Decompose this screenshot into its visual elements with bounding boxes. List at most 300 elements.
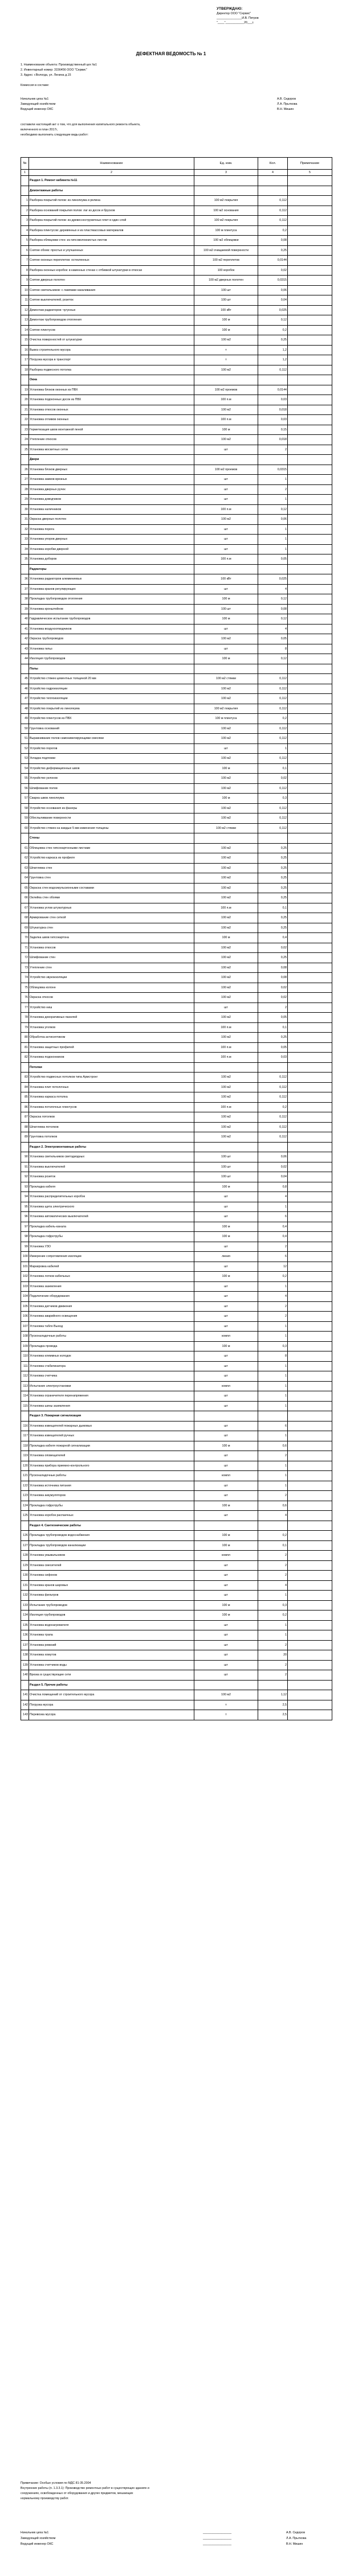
row-name: Облицовка стен гипсокартонными листами [29, 843, 194, 853]
table-row [21, 295, 332, 306]
row-note [288, 803, 332, 814]
row-unit: 100 м2 [194, 853, 258, 864]
row-note [288, 325, 332, 335]
row-name: Измерение сопротивления изоляции [29, 1252, 194, 1262]
commission-role: Начальник цеха №1 [21, 97, 49, 101]
row-name: Окраска потолков [29, 1112, 194, 1123]
row-name: Пусконаладочные работы [29, 1471, 194, 1481]
row-number: 20 [21, 395, 29, 405]
row-note [288, 445, 332, 455]
row-number: 134 [21, 1610, 29, 1621]
row-quantity: 6 [258, 1252, 288, 1262]
row-number: 68 [21, 913, 29, 923]
row-name: Окраска откосов [29, 993, 194, 1003]
note-line-4: нормальному производству работ. [21, 2497, 69, 2500]
row-unit: т [194, 1700, 258, 1710]
row-note [288, 276, 332, 286]
row-quantity: 0,2 [258, 225, 288, 236]
row-unit: 100 м [194, 1272, 258, 1282]
row-unit: шт [194, 1660, 258, 1670]
row-quantity: 0,0315 [258, 276, 288, 286]
row-name: Установка уголков [29, 1022, 194, 1033]
row-note [288, 1381, 332, 1391]
row-name: Снятие дверных полотен [29, 276, 194, 286]
row-unit: 100 п.м [194, 415, 258, 425]
row-name: Установка кранов шаровых [29, 1580, 194, 1591]
row-name: Установка шины заземления [29, 1401, 194, 1411]
row-name: Установка выключателей [29, 1162, 194, 1172]
row-note [288, 1092, 332, 1103]
row-note [288, 236, 332, 246]
row-number: 3 [21, 216, 29, 226]
row-unit: 100 м2 [194, 843, 258, 853]
commission-role: Заведующий хозяйством [21, 102, 56, 106]
table-row [21, 814, 332, 824]
row-name: Установка кронштейнов [29, 604, 194, 614]
row-number: 106 [21, 1312, 29, 1322]
row-name: Устройство порогов [29, 743, 194, 754]
row-quantity: 0,112 [258, 1132, 288, 1143]
row-number: 131 [21, 1580, 29, 1591]
row-quantity: 1 [258, 1620, 288, 1630]
row-unit: 100 м2 [194, 724, 258, 734]
table-row [21, 1003, 332, 1013]
row-unit: 100 м2 [194, 694, 258, 704]
table-row [21, 624, 332, 634]
row-number: 132 [21, 1591, 29, 1601]
row-note [288, 1551, 332, 1561]
row-name: Подключение оборудования [29, 1292, 194, 1302]
row-note [288, 305, 332, 315]
row-number: 120 [21, 1461, 29, 1471]
table-row [21, 704, 332, 714]
row-note [288, 1401, 332, 1411]
row-note [288, 893, 332, 903]
table-row [21, 1042, 332, 1053]
row-unit: 100 м2 [194, 883, 258, 893]
commission-label: Комиссия в составе: [21, 84, 50, 87]
row-quantity: 0,04 [258, 295, 288, 306]
row-name: Прокладка провода [29, 1341, 194, 1351]
row-quantity: 1 [258, 475, 288, 485]
row-name: Устройство плинтусов из ПВХ [29, 714, 194, 724]
row-unit: 100 м [194, 425, 258, 435]
row-quantity: 0,112 [258, 694, 288, 704]
row-number: 104 [21, 1292, 29, 1302]
table-row [21, 873, 332, 884]
row-note [288, 285, 332, 295]
row-note [288, 1511, 332, 1521]
row-name: Установка радиаторов алюминиевых [29, 574, 194, 585]
table-row [21, 1222, 332, 1232]
row-number: 59 [21, 814, 29, 824]
table-row [21, 265, 332, 276]
row-number: 92 [21, 1172, 29, 1182]
footer-role: Заведующий хозяйством [21, 2537, 56, 2540]
table-row [21, 405, 332, 415]
row-unit: 100 м2 [194, 734, 258, 744]
column-header-note: Примечание [288, 158, 332, 170]
row-number: 82 [21, 1053, 29, 1063]
table-row [21, 863, 332, 873]
row-note [288, 614, 332, 625]
row-unit: 100 м [194, 1441, 258, 1451]
row-note [288, 1391, 332, 1402]
row-number: 136 [21, 1630, 29, 1641]
row-unit: 100 м2 дверных полотен [194, 276, 258, 286]
intro-text [21, 122, 140, 138]
row-number [21, 833, 29, 844]
row-name: Установка воздухоотводчиков [29, 624, 194, 634]
table-row [21, 465, 332, 475]
row-name: Изоляция трубопроводов [29, 1610, 194, 1621]
table-row [21, 1620, 332, 1630]
row-quantity: 2 [258, 1301, 288, 1312]
table-row [21, 1112, 332, 1123]
row-name: Прокладка кабель-канала [29, 1222, 194, 1232]
table-row [21, 1531, 332, 1541]
row-unit: 100 м [194, 1182, 258, 1192]
row-number: 90 [21, 1152, 29, 1162]
row-number: 125 [21, 1511, 29, 1521]
row-note [288, 355, 332, 365]
row-number: 143 [21, 1710, 29, 1720]
row-unit: 100 м2 [194, 405, 258, 415]
row-quantity: 0,1 [258, 903, 288, 913]
row-note [288, 993, 332, 1003]
row-number: 4 [21, 225, 29, 236]
table-row [21, 425, 332, 435]
row-name: Демонтажные работы [29, 186, 194, 196]
row-number: 29 [21, 495, 29, 505]
row-name: Радиаторы [29, 564, 194, 574]
table-row [21, 684, 332, 694]
row-name: Установка упоров дверных [29, 535, 194, 545]
row-name: Заделка швов гипсокартона [29, 933, 194, 943]
table-row [21, 1082, 332, 1092]
column-header-unit: Ед. изм. [194, 158, 258, 170]
footer-sign-line: _________________ [203, 2537, 232, 2540]
row-note [288, 634, 332, 644]
table-row [21, 1361, 332, 1371]
row-unit: шт [194, 1620, 258, 1630]
row-name: Устройство покрытий из линолеума [29, 704, 194, 714]
row-name: Снятие оконных переплетов: остекленных [29, 256, 194, 266]
table-row [21, 634, 332, 644]
row-number: 110 [21, 1351, 29, 1362]
table-row [21, 305, 332, 315]
row-number: 12 [21, 305, 29, 315]
commission-name: В.Н. Мишин [277, 108, 294, 111]
row-quantity: 0,05 [258, 1013, 288, 1023]
row-name: Установка щита электрического [29, 1202, 194, 1212]
row-quantity: 0,0315 [258, 465, 288, 475]
row-quantity: 0,6 [258, 1441, 288, 1451]
column-header-quantity: Кол. [258, 158, 288, 170]
row-quantity: 0,112 [258, 216, 288, 226]
table-row [21, 484, 332, 495]
row-name: Установка счетчика [29, 1371, 194, 1382]
row-name: Разборка оконных коробок: в каменных стенах с отбивкой штукатурки в откосах [29, 265, 194, 276]
row-note [288, 1022, 332, 1033]
row-note [288, 335, 332, 346]
table-row [21, 1630, 332, 1641]
row-quantity: 0,1 [258, 763, 288, 774]
table-row [21, 1600, 332, 1610]
row-unit: 100 м2 [194, 1690, 258, 1700]
row-quantity [258, 664, 288, 674]
table-row [21, 743, 332, 754]
row-name: Очистка поверхностей от штукатурки [29, 335, 194, 346]
row-quantity: 0,3 [258, 1341, 288, 1351]
row-note [288, 1680, 332, 1690]
row-quantity: 1 [258, 1332, 288, 1342]
row-quantity: 1 [258, 1591, 288, 1601]
row-note [288, 475, 332, 485]
row-unit: шт [194, 1371, 258, 1382]
object-address: 3. Адрес: г.Вологда, ул. Ленина д.15 [21, 73, 71, 77]
row-quantity: 1 [258, 1401, 288, 1411]
row-name: Окраска стен водоэмульсионными составами [29, 883, 194, 893]
row-quantity: 2,5 [258, 1700, 288, 1710]
row-unit: 100 п.м [194, 903, 258, 913]
row-note [288, 823, 332, 833]
row-quantity: 0,2 [258, 325, 288, 335]
row-note [288, 1560, 332, 1571]
row-note [288, 783, 332, 794]
row-name: Гидравлическое испытание трубопроводов [29, 614, 194, 625]
row-number: 99 [21, 1242, 29, 1252]
row-unit: 100 коробок [194, 265, 258, 276]
footer-signature [21, 2541, 332, 2547]
table-row [21, 216, 332, 226]
table-section-row [21, 1411, 332, 1421]
row-note [288, 1411, 332, 1421]
row-unit: 100 м2 покрытия [194, 216, 258, 226]
table-row [21, 1262, 332, 1272]
row-number: 93 [21, 1182, 29, 1192]
row-unit: шт [194, 1202, 258, 1212]
row-number: 28 [21, 484, 29, 495]
table-section-row [21, 375, 332, 385]
row-quantity: 1 [258, 1361, 288, 1371]
row-quantity: 0,02 [258, 943, 288, 953]
row-unit: 100 м [194, 1341, 258, 1351]
row-unit: шт [194, 1281, 258, 1292]
row-quantity: 0,25 [258, 883, 288, 893]
row-name: Установка подоконников [29, 1053, 194, 1063]
row-unit: 100 м2 [194, 814, 258, 824]
row-quantity: 4 [258, 1580, 288, 1591]
table-row [21, 1580, 332, 1591]
row-note [288, 814, 332, 824]
row-quantity: 1,2 [258, 345, 288, 355]
column-number: 5 [288, 170, 332, 176]
row-quantity: 0,02 [258, 1162, 288, 1172]
row-unit: шт [194, 484, 258, 495]
row-note [288, 1441, 332, 1451]
row-number: 81 [21, 1042, 29, 1053]
inventory-number: 2. Инвентарный номер: 3156456 ООО "Сервис" [21, 68, 87, 72]
row-name: Установка датчиков движения [29, 1301, 194, 1312]
row-name: Прокладка трубопроводов канализации [29, 1540, 194, 1551]
row-note [288, 1571, 332, 1581]
table-row [21, 774, 332, 784]
row-note [288, 1421, 332, 1431]
row-unit: 100 м2 [194, 335, 258, 346]
row-name: Установка лотков кабельных [29, 1272, 194, 1282]
row-quantity: 0,112 [258, 734, 288, 744]
row-quantity: 2,5 [258, 1710, 288, 1720]
table-row [21, 1690, 332, 1700]
row-name: Перевозка мусора [29, 1710, 194, 1720]
row-unit: шт [194, 644, 258, 654]
row-quantity: 2 [258, 1451, 288, 1461]
row-name: Пусконаладочные работы [29, 1332, 194, 1342]
table-row [21, 206, 332, 216]
row-note [288, 1501, 332, 1511]
row-name: Установка декоративных панелей [29, 1013, 194, 1023]
row-number: 96 [21, 1212, 29, 1222]
row-note [288, 694, 332, 704]
row-note [288, 345, 332, 355]
column-number-row [21, 170, 332, 176]
row-number [21, 1680, 29, 1690]
row-note [288, 1640, 332, 1650]
row-number: 52 [21, 743, 29, 754]
row-quantity: 0,05 [258, 634, 288, 644]
table-row [21, 325, 332, 335]
row-number: 113 [21, 1381, 29, 1391]
row-unit: 100 м2 [194, 803, 258, 814]
row-name: Полы [29, 664, 194, 674]
row-note [288, 1600, 332, 1610]
row-unit: шт [194, 1630, 258, 1641]
row-quantity [258, 1142, 288, 1152]
row-number: 66 [21, 893, 29, 903]
row-unit: 100 кВт [194, 574, 258, 585]
table-row [21, 1540, 332, 1551]
row-unit: 100 м2 очищаемой поверхности [194, 245, 258, 256]
row-name: Обеспыливание поверхности [29, 814, 194, 824]
row-unit: 100 м2 [194, 1092, 258, 1103]
row-quantity: 1 [258, 1481, 288, 1491]
row-quantity: 0,05 [258, 1042, 288, 1053]
row-number: 45 [21, 674, 29, 684]
row-note [288, 515, 332, 525]
row-note [288, 1112, 332, 1123]
row-quantity: 0,02 [258, 983, 288, 993]
row-number: 105 [21, 1301, 29, 1312]
row-note [288, 375, 332, 385]
row-note [288, 1182, 332, 1192]
table-row [21, 1272, 332, 1282]
commission-list [21, 97, 323, 112]
table-row [21, 893, 332, 903]
table-row [21, 1192, 332, 1202]
row-number: 88 [21, 1122, 29, 1132]
table-row [21, 285, 332, 295]
row-unit: 100 м2 [194, 863, 258, 873]
row-name: Установка табло Выход [29, 1321, 194, 1332]
row-number: 118 [21, 1441, 29, 1451]
row-unit: 100 м2 [194, 435, 258, 445]
row-note [288, 664, 332, 674]
row-quantity: 1 [258, 1202, 288, 1212]
table-row [21, 783, 332, 794]
row-name: Установка водонагревателя [29, 1620, 194, 1630]
row-name: Разборка плинтусов: деревянных и из пластмассовых материалов [29, 225, 194, 236]
row-number: 2 [21, 206, 29, 216]
row-note [288, 1660, 332, 1670]
row-name: Установка откосов оконных [29, 405, 194, 415]
row-quantity: 4 [258, 1292, 288, 1302]
row-note [288, 843, 332, 853]
row-quantity: 1 [258, 524, 288, 535]
row-number [21, 1411, 29, 1421]
note-line-3: сооружениях, освобожденных от оборудования и других предметов, мешающих [21, 2492, 133, 2495]
row-quantity: 0,0144 [258, 256, 288, 266]
row-name: Установка блоков дверных [29, 465, 194, 475]
row-number: 121 [21, 1471, 29, 1481]
row-number: 69 [21, 923, 29, 933]
row-note [288, 405, 332, 415]
row-number: 137 [21, 1640, 29, 1650]
row-number: 115 [21, 1401, 29, 1411]
row-unit: 100 м2 [194, 963, 258, 973]
table-section-row [21, 455, 332, 465]
row-unit: 100 м2 [194, 754, 258, 764]
row-note [288, 1222, 332, 1232]
row-name: Утепление откосов [29, 435, 194, 445]
row-name: Устройство теплоизоляции [29, 694, 194, 704]
row-number: 85 [21, 1092, 29, 1103]
commission-name: Л.А. Прыткова [277, 102, 298, 106]
row-number: 119 [21, 1451, 29, 1461]
row-name: Испытание электроустановки [29, 1381, 194, 1391]
row-unit: шт [194, 1580, 258, 1591]
row-unit: компл [194, 1551, 258, 1561]
row-number: 94 [21, 1192, 29, 1202]
row-unit [194, 375, 258, 385]
table-row [21, 1182, 332, 1192]
row-quantity: 0,112 [258, 1112, 288, 1123]
footer-role: Начальник цеха №1 [21, 2531, 49, 2534]
intro-line-3: необходимо выполнить следующие виды работ: [21, 133, 88, 137]
row-unit [194, 1142, 258, 1152]
table-row [21, 1431, 332, 1441]
row-note [288, 624, 332, 634]
column-header-name: Наименование [29, 158, 194, 170]
row-quantity: 0,08 [258, 604, 288, 614]
table-row [21, 1511, 332, 1521]
row-name: Установка УЗО [29, 1242, 194, 1252]
table-row [21, 1551, 332, 1561]
row-note [288, 1531, 332, 1541]
row-number: 142 [21, 1700, 29, 1710]
document-title: ДЕФЕКТНАЯ ВЕДОМОСТЬ № 1 [136, 51, 206, 56]
row-name: Прокладка гофротрубы [29, 1232, 194, 1242]
row-quantity: 0,12 [258, 594, 288, 605]
row-quantity [258, 1680, 288, 1690]
row-name: Установка ограничителя перенапряжения [29, 1391, 194, 1402]
table-row [21, 1242, 332, 1252]
row-note [288, 484, 332, 495]
row-number: 51 [21, 734, 29, 744]
table-row [21, 1022, 332, 1033]
row-number: 100 [21, 1252, 29, 1262]
row-unit: 100 м2 [194, 943, 258, 953]
